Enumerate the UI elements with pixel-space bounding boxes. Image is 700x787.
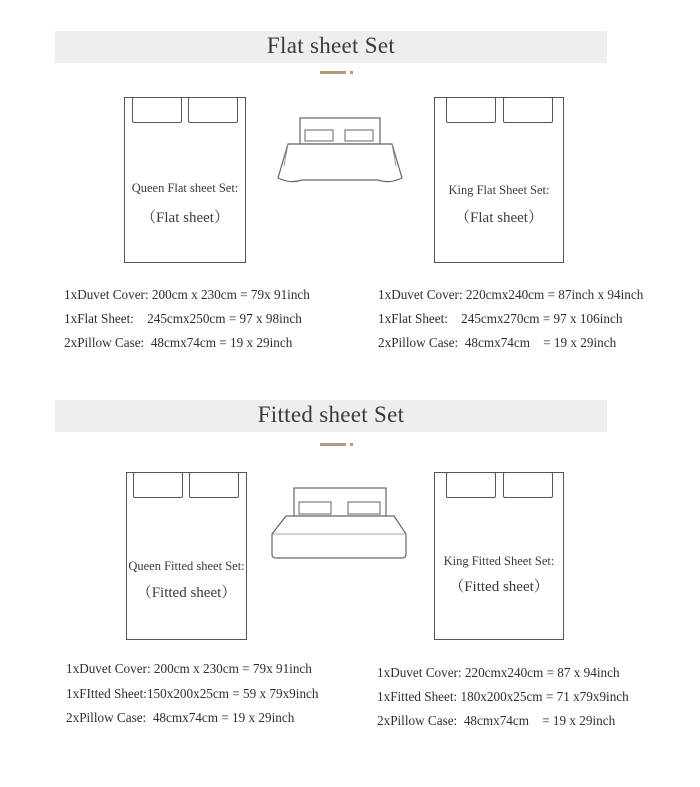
fitted-title-divider-dot — [350, 443, 353, 446]
king-flat-spec-sheet: 1xFlat Sheet: 245cmx270cm = 97 x 106inch — [378, 311, 623, 326]
fitted-bed-illustration — [266, 484, 416, 564]
flat-bed-illustration — [270, 112, 410, 192]
king-fitted-sublabel: （Fitted sheet） — [449, 579, 549, 595]
queen-fitted-spec-pillow: 2xPillow Case: 48cmx74cm = 19 x 29inch — [66, 710, 295, 725]
queen-flat-spec-duvet: 1xDuvet Cover: 200cm x 230cm = 79x 91inch — [64, 287, 310, 302]
fitted-section-title: Fitted sheet Set — [257, 402, 405, 427]
king-fitted-bed-diagram — [434, 472, 564, 640]
flat-title-divider — [320, 71, 346, 74]
pillow — [189, 472, 239, 498]
king-flat-spec-pillow: 2xPillow Case: 48cmx74cm = 19 x 29inch — [378, 335, 617, 350]
queen-fitted-spec-duvet: 1xDuvet Cover: 200cm x 230cm = 79x 91inch — [66, 661, 312, 676]
queen-fitted-bed-diagram — [126, 472, 247, 640]
king-flat-label: King Flat Sheet Set: — [448, 183, 550, 197]
queen-fitted-sublabel: （Fitted sheet） — [136, 585, 237, 601]
queen-fitted-label: Queen Fitted sheet Set: — [128, 559, 245, 573]
queen-flat-spec-pillow: 2xPillow Case: 48cmx74cm = 19 x 29inch — [64, 335, 293, 350]
king-flat-bed-diagram — [434, 97, 564, 263]
pillow — [446, 97, 496, 123]
queen-flat-spec-sheet: 1xFlat Sheet: 245cmx250cm = 97 x 98inch — [64, 311, 302, 326]
queen-flat-sublabel: （Flat sheet） — [141, 210, 229, 226]
queen-fitted-spec-sheet: 1xFItted Sheet:150x200x25cm = 59 x 79x9inch — [66, 686, 319, 701]
flat-section-title: Flat sheet Set — [266, 33, 396, 58]
queen-flat-label: Queen Flat sheet Set: — [131, 181, 239, 195]
king-flat-spec-duvet: 1xDuvet Cover: 220cmx240cm = 87inch x 94inch — [378, 287, 644, 302]
king-fitted-spec-sheet: 1xFitted Sheet: 180x200x25cm = 71 x79x9inch — [377, 689, 629, 704]
pillow — [446, 472, 496, 498]
pillow — [503, 97, 553, 123]
fitted-title-divider — [320, 443, 346, 446]
queen-flat-bed-diagram — [124, 97, 246, 263]
king-fitted-spec-pillow: 2xPillow Case: 48cmx74cm = 19 x 29inch — [377, 713, 616, 728]
pillow — [133, 472, 183, 498]
king-fitted-label: King Fitted Sheet Set: — [443, 554, 555, 568]
pillow — [188, 97, 238, 123]
king-flat-sublabel: （Flat sheet） — [455, 210, 543, 226]
king-fitted-spec-duvet: 1xDuvet Cover: 220cmx240cm = 87 x 94inch — [377, 665, 620, 680]
pillow — [132, 97, 182, 123]
pillow — [503, 472, 553, 498]
flat-title-divider-dot — [350, 71, 353, 74]
